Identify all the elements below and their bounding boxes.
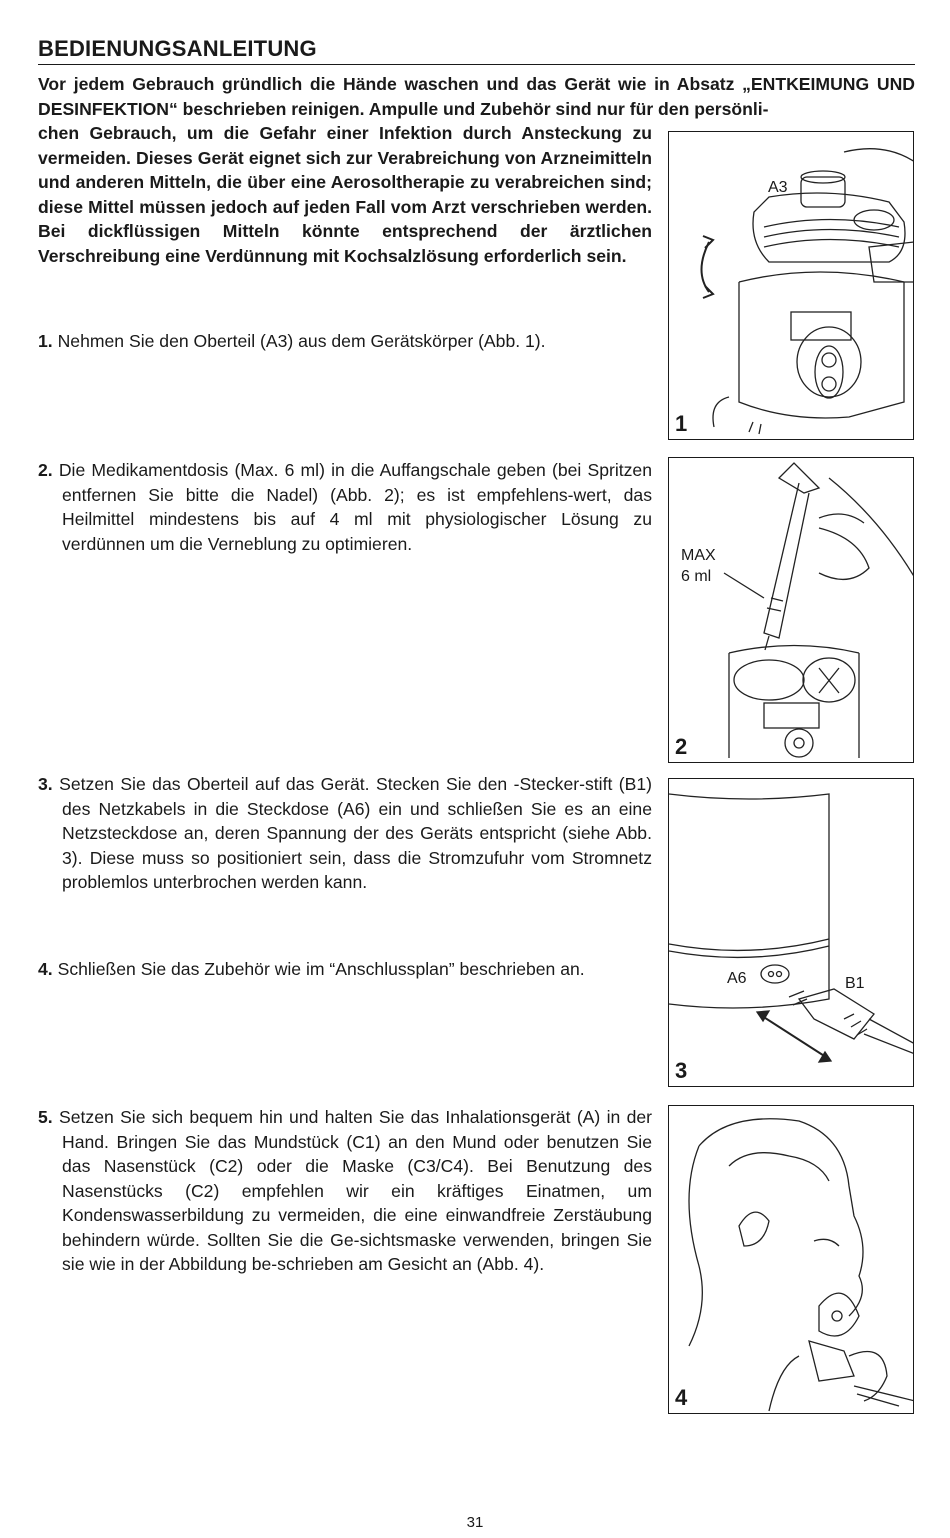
label-max: MAX bbox=[681, 547, 716, 564]
step-number: 4. bbox=[38, 959, 53, 979]
label-6ml: 6 ml bbox=[681, 568, 712, 585]
step-1 bbox=[38, 329, 652, 354]
intro-paragraph-wide: Vor jedem Gebrauch gründlich die Hände waschen und das Gerät wie in Absatz „ENTKEIMUNG UND DESINFEKTION“ beschrieben reinigen. Ampulle und Zubehör sind nur für den persönli- bbox=[38, 74, 915, 119]
nebulizer-top-removal-illustration bbox=[669, 132, 914, 440]
face-mask-application-illustration bbox=[669, 1106, 914, 1414]
step-3 bbox=[38, 772, 652, 895]
power-plug-connection-illustration bbox=[669, 779, 914, 1087]
figure-number: 4 bbox=[675, 1385, 688, 1410]
intro-paragraph-narrow: chen Gebrauch, um die Gefahr einer Infektion durch Ansteckung zu vermeiden. Dieses Gerät eignet sich zur Verabreichung von Arzneimitteln und anderen Mitteln, die über eine Aerosoltherapie zu verabreichen sind; diese Mittel müssen jedoch auf jeden Fall vom Arzt verschrieben werden. Bei dickflüssigen Mitteln könnte entsprechend der ärztlichen Verschreibung eine Verdünnung mit Kochsalzlösung erforderlich sein. bbox=[38, 123, 652, 266]
step-number: 2. bbox=[38, 460, 53, 480]
step-text: Schließen Sie das Zubehör wie im “Anschlussplan” beschrieben an. bbox=[57, 959, 585, 979]
step-text: Nehmen Sie den Oberteil (A3) aus dem Gerätskörper (Abb. 1). bbox=[57, 331, 546, 351]
title-underline bbox=[38, 64, 915, 65]
figure-number: 1 bbox=[675, 411, 688, 436]
label-b1: B1 bbox=[845, 975, 865, 992]
figure-3 bbox=[668, 778, 914, 1087]
step-text: Setzen Sie das Oberteil auf das Gerät. Stecken Sie den -Stecker-stift (B1) des Netzkabels in die Steckdose (A6) ein und schließen Sie es an eine Netzsteckdose an, deren Spannung der des Geräts entspricht (siehe Abb. 3). Diese muss so positioniert sein, dass die Stromzufuhr vom Stromnetz problemlos unterbrochen werden kann. bbox=[59, 774, 653, 892]
figure-4 bbox=[668, 1105, 914, 1414]
page-number: 31 bbox=[466, 1514, 484, 1531]
label-a3: A3 bbox=[768, 179, 788, 196]
step-2 bbox=[38, 458, 652, 556]
step-text: Die Medikamentdosis (Max. 6 ml) in die Auffangschale geben (bei Spritzen entfernen Sie bitte die Nadel) (Abb. 2); es ist empfehlens-wert, das Heilmittel mindestens bis auf 4 ml mit physiologischer Lösung zu verdünnen um die Verneblung zu optimieren. bbox=[58, 460, 652, 554]
step-number: 1. bbox=[38, 331, 53, 351]
page-title: BEDIENUNGSANLEITUNG bbox=[38, 36, 317, 61]
step-number: 5. bbox=[38, 1107, 53, 1127]
step-number: 3. bbox=[38, 774, 53, 794]
label-a6: A6 bbox=[727, 970, 747, 987]
step-4 bbox=[38, 957, 652, 982]
figure-number: 2 bbox=[675, 734, 688, 759]
figure-2 bbox=[668, 457, 914, 763]
step-5 bbox=[38, 1105, 652, 1277]
syringe-filling-illustration bbox=[669, 458, 914, 763]
figure-number: 3 bbox=[675, 1058, 688, 1083]
figure-1 bbox=[668, 131, 914, 440]
step-text: Setzen Sie sich bequem hin und halten Sie das Inhalationsgerät (A) in der Hand. Bringen Sie das Mundstück (C1) an den Mund oder benutzen Sie das Nasenstück (C2) oder die Maske (C3/C4). Bei Benutzung des Nasenstücks (C2) empfehlen wir ein kräftiges Einatmen, um Kondenswasserbildung zu vermeiden, die eine einwandfreie Zerstäubung behindern würde. Sollten Sie die Ge-sichtsmaske verwenden, bringen Sie sie wie in der Abbildung be-schrieben am Gesicht an (Abb. 4). bbox=[59, 1107, 652, 1274]
